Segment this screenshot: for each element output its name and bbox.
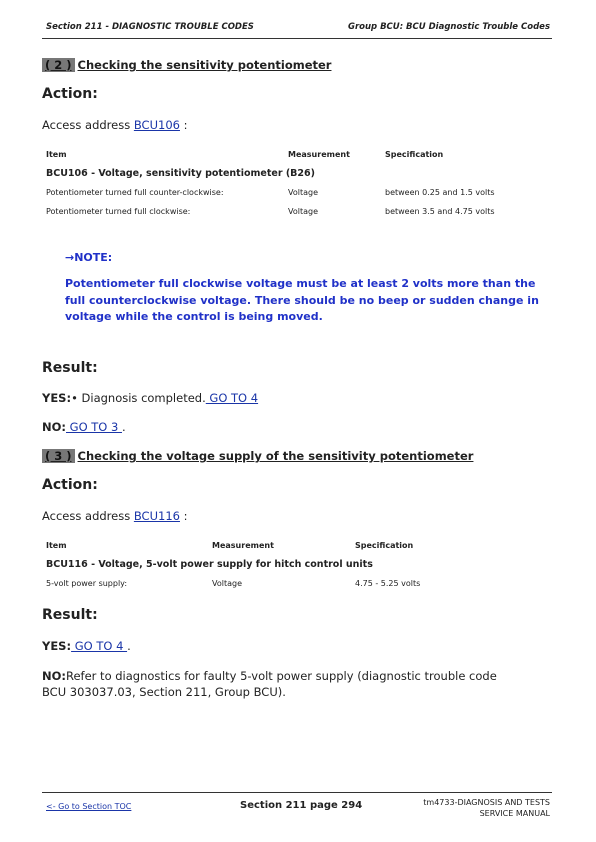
table-subheading: BCU116 - Voltage, 5-volt power supply for hitch control units (46, 559, 373, 570)
table-subheading-row (42, 164, 552, 183)
table-cell: Voltage (212, 579, 243, 588)
step-2-access-line (42, 118, 188, 132)
table-cell: between 3.5 and 4.75 volts (385, 207, 495, 216)
header-group: Group BCU: BCU Diagnostic Trouble Codes (347, 22, 550, 32)
step-2-number: ( 2 ) (42, 58, 75, 72)
step-3-access-line (42, 509, 188, 523)
note-text: Potentiometer full clockwise voltage must be at least 2 volts more than the full counterclockwise voltage. There should be no beep or sudden change in voltage while the control is being moved. (65, 277, 539, 323)
step-3-result-heading: Result: (42, 607, 98, 623)
note-heading: →NOTE: (65, 251, 113, 264)
step-2-spec-table (42, 145, 552, 221)
no-label: NO: (42, 669, 66, 683)
header-section: Section 211 - DIAGNOSTIC TROUBLE CODES (46, 22, 254, 32)
section-toc-link[interactable]: <- Go to Section TOC (46, 802, 132, 811)
access-prefix: Access address (42, 118, 131, 132)
table-cell: between 0.25 and 1.5 volts (385, 188, 495, 197)
manual-title-line-1: tm4733-DIAGNOSIS AND TESTS (423, 798, 550, 807)
step-3-spec-table (42, 536, 462, 593)
go-to-4-link[interactable]: GO TO 4 (71, 639, 128, 653)
access-suffix: : (183, 509, 188, 523)
column-header: Specification (385, 150, 444, 159)
table-cell: Voltage (288, 207, 319, 216)
manual-title (423, 797, 550, 819)
bcu106-link[interactable]: BCU106 (133, 118, 180, 132)
table-cell: Voltage (288, 188, 319, 197)
table-row (42, 183, 552, 202)
page-number: Section 211 page 294 (240, 800, 363, 811)
table-header-row (42, 536, 462, 555)
access-prefix: Access address (42, 509, 131, 523)
go-to-4-link[interactable]: GO TO 4 (205, 391, 259, 405)
column-header: Measurement (212, 541, 274, 550)
step-3-no-line (42, 668, 522, 700)
table-cell: Potentiometer turned full clockwise: (46, 207, 191, 216)
table-subheading: BCU106 - Voltage, sensitivity potentiometer (B26) (46, 168, 315, 179)
step-3-number: ( 3 ) (42, 449, 75, 463)
no-label: NO: (42, 420, 66, 434)
step-3-yes-line (42, 639, 131, 653)
step-2-title: Checking the sensitivity potentiometer (77, 58, 332, 72)
yes-suffix: . (127, 639, 131, 653)
column-header: Specification (355, 541, 414, 550)
no-text: Refer to diagnostics for faulty 5-volt power supply (diagnostic trouble code BCU 303037.03, Section 211, Group BCU). (42, 669, 497, 699)
table-cell: Potentiometer turned full counter-clockwise: (46, 188, 224, 197)
step-3-title: Checking the voltage supply of the sensitivity potentiometer (77, 449, 474, 463)
step-2-result-heading: Result: (42, 360, 98, 376)
go-to-3-link[interactable]: GO TO 3 (66, 420, 122, 434)
column-header: Measurement (288, 150, 350, 159)
column-header: Item (46, 150, 67, 159)
access-suffix: : (183, 118, 188, 132)
table-header-row (42, 145, 552, 164)
table-row (42, 202, 552, 221)
table-cell: 5-volt power supply: (46, 579, 128, 588)
yes-text: • Diagnosis completed. (71, 391, 206, 405)
page-header (42, 22, 552, 38)
bcu116-link[interactable]: BCU116 (133, 509, 180, 523)
footer-divider (42, 792, 552, 793)
table-subheading-row (42, 555, 462, 574)
column-header: Item (46, 541, 67, 550)
yes-label: YES: (42, 639, 72, 653)
step-2-action-heading: Action: (42, 86, 98, 102)
step-2-no-line (42, 420, 126, 434)
step-2-yes-line (42, 391, 258, 405)
manual-title-line-2: SERVICE MANUAL (479, 809, 550, 818)
step-3-action-heading: Action: (42, 477, 98, 493)
step-2-heading (42, 58, 331, 72)
table-row (42, 574, 462, 593)
step-3-heading (42, 449, 473, 463)
table-cell: 4.75 - 5.25 volts (355, 579, 421, 588)
no-suffix: . (121, 420, 126, 434)
header-divider (42, 38, 552, 39)
yes-label: YES: (42, 391, 72, 405)
